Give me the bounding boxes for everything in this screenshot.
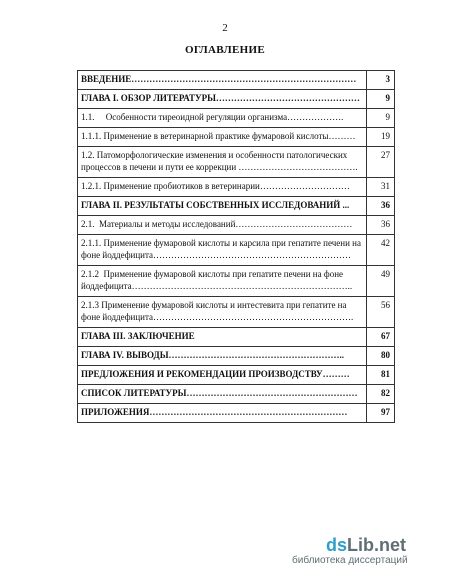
- toc-entry-text: ГЛАВА III. ЗАКЛЮЧЕНИЕ: [81, 331, 195, 341]
- toc-page-number: 67: [367, 328, 395, 347]
- toc-entry: [78, 90, 367, 109]
- toc-page-number: 27: [367, 147, 395, 178]
- toc-entry-text: ПРЕДЛОЖЕНИЯ И РЕКОМЕНДАЦИИ ПРОИЗВОДСТВУ………: [81, 369, 350, 379]
- toc-row: [78, 366, 395, 385]
- toc-entry-text: 2.1. Материалы и методы исследований…………………………………: [81, 219, 353, 229]
- toc-entry: [78, 328, 367, 347]
- toc-page-number: 97: [367, 404, 395, 423]
- toc-entry: [78, 347, 367, 366]
- toc-row: [78, 71, 395, 90]
- toc-entry-text: СПИСОК ЛИТЕРАТУРЫ…………………………………………………: [81, 388, 358, 398]
- toc-row: [78, 90, 395, 109]
- toc-row: [78, 347, 395, 366]
- toc-row: [78, 147, 395, 178]
- toc-entry-text: ВВЕДЕНИЕ…………………………………………………………………: [81, 74, 357, 84]
- toc-row: [78, 109, 395, 128]
- toc-row: [78, 385, 395, 404]
- toc-entry: [78, 216, 367, 235]
- toc-entry: [78, 71, 367, 90]
- toc-entry: [78, 404, 367, 423]
- toc-page-number: 9: [367, 109, 395, 128]
- dslib-logo: [326, 535, 450, 555]
- toc-entry: [78, 366, 367, 385]
- logo-ds: ds: [326, 535, 348, 555]
- toc-page-number: 42: [367, 235, 395, 266]
- toc-row: [78, 128, 395, 147]
- toc-page-number: 56: [367, 297, 395, 328]
- toc-entry-text: 2.1.1. Применение фумаровой кислоты и карсила при гепатите печени на фоне йоддефицита…………………………………………………………: [81, 238, 364, 260]
- toc-entry-text: 1.1. Особенности тиреоидной регуляции организма……………….: [81, 112, 344, 122]
- toc-entry: [78, 147, 367, 178]
- toc-entry-text: 1.2.1. Применение пробиотиков в ветеринарии…………………………: [81, 181, 350, 191]
- toc-row: [78, 235, 395, 266]
- toc-page-number: 82: [367, 385, 395, 404]
- toc-entry: [78, 197, 367, 216]
- toc-page-number: 81: [367, 366, 395, 385]
- toc-row: [78, 404, 395, 423]
- page-number: 2: [222, 22, 228, 34]
- toc-table: [77, 70, 395, 423]
- toc-entry: [78, 385, 367, 404]
- toc-entry: [78, 266, 367, 297]
- toc-entry: [78, 109, 367, 128]
- toc-body: [78, 71, 395, 423]
- toc-entry-text: ПРИЛОЖЕНИЯ…………………………………………………………: [81, 407, 348, 417]
- toc-entry-text: 2.1.2 Применение фумаровой кислоты при гепатите печени на фоне йоддефицита………………………………………………………………..: [81, 269, 353, 291]
- logo-rest: Lib.net: [347, 535, 407, 555]
- toc-page-number: 36: [367, 216, 395, 235]
- toc-row: [78, 328, 395, 347]
- toc-entry: [78, 235, 367, 266]
- toc-entry-text: 2.1.3 Применение фумаровой кислоты и интестевита при гепатите на фоне йоддефицита………………………………………………………….: [81, 300, 354, 322]
- toc-page-number: 80: [367, 347, 395, 366]
- toc-entry-text: ГЛАВА IV. ВЫВОДЫ…………………………………………………..: [81, 350, 345, 360]
- toc-entry-text: ГЛАВА II. РЕЗУЛЬТАТЫ СОБСТВЕННЫХ ИССЛЕДОВАНИЙ ...: [81, 200, 350, 210]
- toc-row: [78, 178, 395, 197]
- toc-entry-text: ГЛАВА I. ОБЗОР ЛИТЕРАТУРЫ…………………………………………: [81, 93, 360, 103]
- toc-page-number: 36: [367, 197, 395, 216]
- toc-page-number: 3: [367, 71, 395, 90]
- toc-row: [78, 266, 395, 297]
- toc-entry: [78, 297, 367, 328]
- toc-entry: [78, 128, 367, 147]
- toc-page-number: 31: [367, 178, 395, 197]
- toc-page-number: 9: [367, 90, 395, 109]
- toc-row: [78, 216, 395, 235]
- toc-page-number: 19: [367, 128, 395, 147]
- toc-entry: [78, 178, 367, 197]
- toc-page-number: 49: [367, 266, 395, 297]
- dslib-watermark: [292, 535, 450, 567]
- toc-entry-text: 1.2. Патоморфологические изменения и особенности патологических процессов в печени и пути ее коррекции ………………………………….: [81, 150, 358, 172]
- watermark-tagline: библиотека диссертаций: [292, 555, 408, 566]
- toc-row: [78, 197, 395, 216]
- toc-title: ОГЛАВЛЕНИЕ: [185, 44, 265, 56]
- toc-row: [78, 297, 395, 328]
- toc-entry-text: 1.1.1. Применение в ветеринарной практике фумаровой кислоты………: [81, 131, 356, 141]
